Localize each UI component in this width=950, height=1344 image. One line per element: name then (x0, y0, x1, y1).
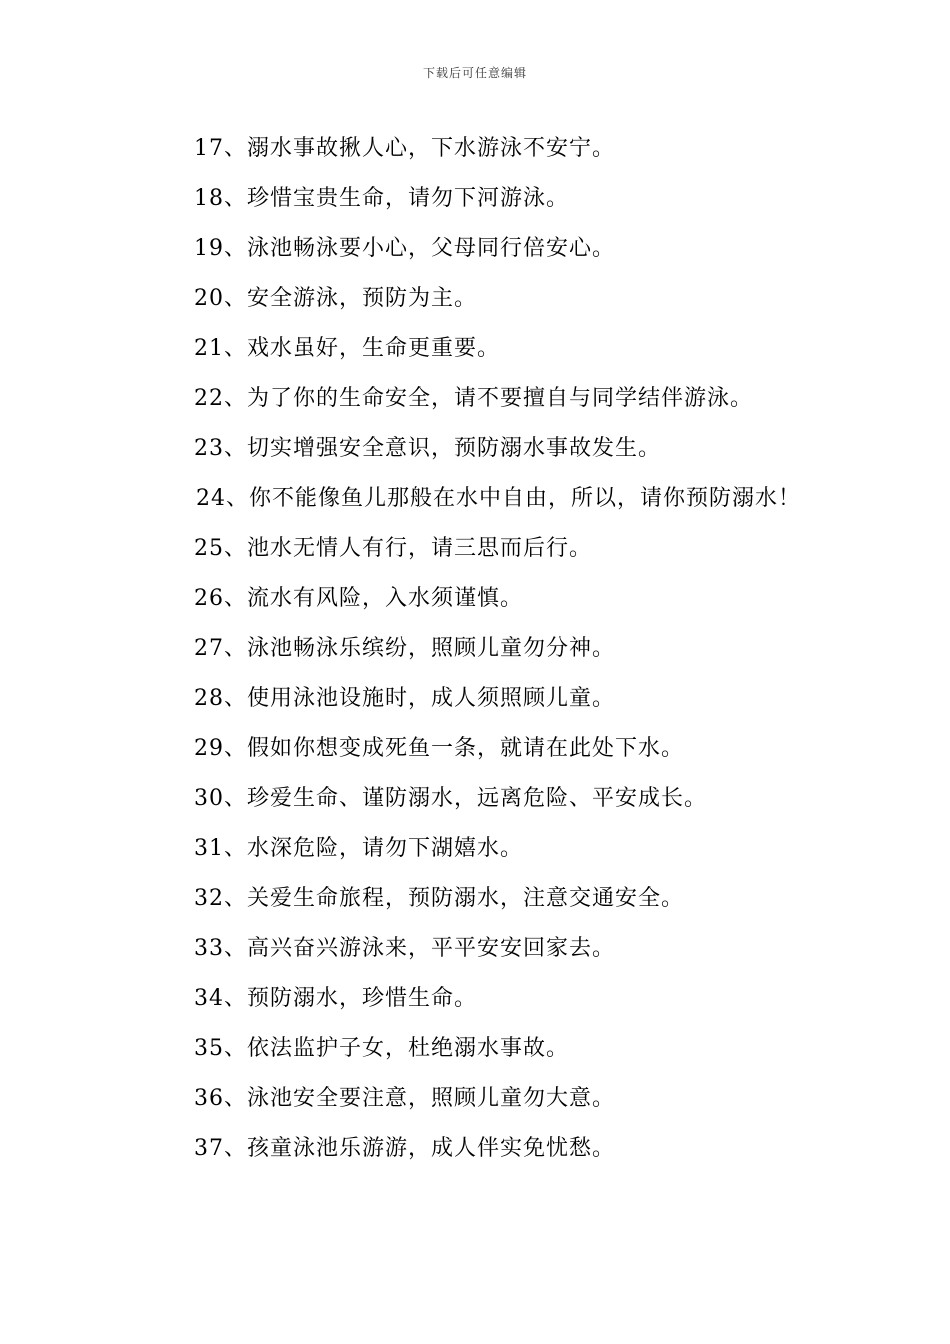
list-item: 34、预防溺水，珍惜生命。 (194, 986, 477, 1011)
list-item: 26、流水有风险，入水须谨慎。 (194, 586, 523, 611)
list-item: 22、为了你的生命安全，请不要擅自与同学结伴游泳。 (194, 386, 753, 411)
list-item: 33、高兴奋兴游泳来，平平安安回家去。 (194, 936, 615, 961)
list-item: 19、泳池畅泳要小心，父母同行倍安心。 (194, 236, 615, 261)
list-item: 29、假如你想变成死鱼一条，就请在此处下水。 (194, 736, 684, 761)
list-item: 23、切实增强安全意识，预防溺水事故发生。 (194, 436, 661, 461)
list-item: 31、水深危险，请勿下湖嬉水。 (194, 836, 523, 861)
list-item: 24、你不能像鱼儿那般在水中自由，所以，请你预防溺水！ (196, 486, 801, 511)
page-header: 下载后可任意编辑 (422, 66, 527, 80)
list-item: 37、孩童泳池乐游游，成人伴实免忧愁。 (194, 1136, 615, 1161)
list-item: 27、泳池畅泳乐缤纷，照顾儿童勿分神。 (194, 636, 615, 661)
slogan-list (142, 124, 817, 1174)
list-item: 21、戏水虽好，生命更重要。 (194, 336, 500, 361)
list-item: 20、安全游泳，预防为主。 (194, 286, 477, 311)
list-item: 32、关爱生命旅程，预防溺水，注意交通安全。 (194, 886, 684, 911)
list-item: 28、使用泳池设施时，成人须照顾儿童。 (194, 686, 615, 711)
list-item: 17、溺水事故揪人心，下水游泳不安宁。 (194, 136, 615, 161)
list-item: 18、珍惜宝贵生命，请勿下河游泳。 (194, 186, 569, 211)
list-item: 30、珍爱生命、谨防溺水，远离危险、平安成长。 (194, 786, 707, 811)
list-item: 25、池水无情人有行，请三思而后行。 (194, 536, 592, 561)
list-item: 36、泳池安全要注意，照顾儿童勿大意。 (194, 1086, 615, 1111)
list-item: 35、依法监护子女，杜绝溺水事故。 (194, 1036, 569, 1061)
